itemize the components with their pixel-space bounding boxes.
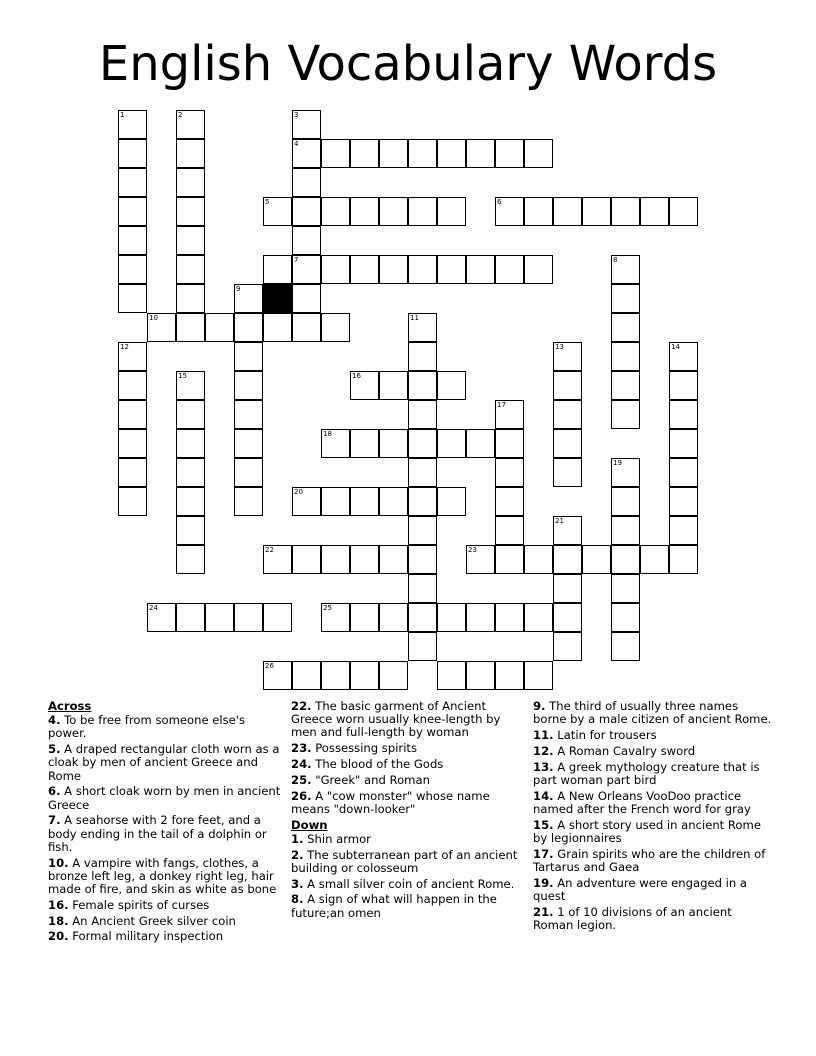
clue-number: 22. <box>291 699 312 713</box>
clue-number: 6. <box>48 784 61 799</box>
crossword-cell[interactable] <box>408 255 437 284</box>
clue-number-label: 5 <box>265 198 270 206</box>
crossword-cell[interactable] <box>118 400 147 429</box>
clue-number: 9. <box>533 699 546 713</box>
clue-text: A vampire with fangs, clothes, a bronze left leg, a donkey right leg, hair made of fire, and skin as white as bone <box>48 855 277 897</box>
crossword-cell[interactable] <box>263 197 292 226</box>
clue-text: Formal military inspection <box>68 929 224 944</box>
crossword-cell[interactable] <box>234 603 263 632</box>
clue-number: 4. <box>48 713 61 728</box>
clue-item <box>291 833 525 846</box>
crossword-cell[interactable] <box>118 458 147 487</box>
clue-number: 25. <box>291 772 312 787</box>
crossword-cell[interactable] <box>292 226 321 255</box>
crossword-cell[interactable] <box>350 197 379 226</box>
crossword-cell[interactable] <box>553 429 582 458</box>
crossword-cell[interactable] <box>408 487 437 516</box>
crossword-cell[interactable] <box>176 429 205 458</box>
crossword-cell[interactable] <box>582 197 611 226</box>
crossword-cell[interactable] <box>379 255 408 284</box>
crossword-cell[interactable] <box>379 545 408 574</box>
clue-text: 1 of 10 divisions of an ancient Roman legion. <box>533 904 732 932</box>
crossword-cell[interactable] <box>379 487 408 516</box>
crossword-cell[interactable] <box>466 661 495 690</box>
crossword-cell[interactable] <box>118 342 147 371</box>
clue-item <box>48 785 282 811</box>
crossword-cell[interactable] <box>176 603 205 632</box>
clue-text: The third of usually three names borne by a male citizen of ancient Rome. <box>533 699 772 727</box>
clue-item <box>291 893 525 919</box>
crossword-cell[interactable] <box>495 516 524 545</box>
crossword-cell[interactable] <box>553 545 582 574</box>
clue-item <box>48 930 282 943</box>
crossword-cell[interactable] <box>437 371 466 400</box>
crossword-cell[interactable] <box>553 574 582 603</box>
crossword-cell[interactable] <box>524 545 553 574</box>
crossword-cell[interactable] <box>408 400 437 429</box>
crossword-cell[interactable] <box>466 255 495 284</box>
crossword-cell[interactable] <box>524 197 553 226</box>
crossword-cell[interactable] <box>669 516 698 545</box>
clue-item <box>533 790 773 816</box>
crossword-cell[interactable] <box>118 168 147 197</box>
clue-number-label: 21 <box>555 517 564 525</box>
crossword-cell[interactable] <box>379 429 408 458</box>
crossword-cell[interactable] <box>379 371 408 400</box>
crossword-cell[interactable] <box>553 197 582 226</box>
clue-number: 23. <box>291 741 312 756</box>
crossword-cell[interactable] <box>350 661 379 690</box>
crossword-cell[interactable] <box>669 545 698 574</box>
clue-number: 2. <box>291 847 304 862</box>
clue-number-label: 12 <box>120 343 129 351</box>
crossword-cell[interactable] <box>437 661 466 690</box>
crossword-cell[interactable] <box>611 458 640 487</box>
crossword-cell[interactable] <box>292 255 321 284</box>
crossword-cell[interactable] <box>234 371 263 400</box>
crossword-cell[interactable] <box>321 661 350 690</box>
crossword-cell[interactable] <box>408 632 437 661</box>
clue-text: Latin for trousers <box>553 728 657 742</box>
crossword-cell[interactable] <box>292 545 321 574</box>
crossword-cell[interactable] <box>321 429 350 458</box>
crossword-cell[interactable] <box>292 661 321 690</box>
crossword-cell[interactable] <box>553 342 582 371</box>
crossword-cell[interactable] <box>408 342 437 371</box>
clue-item <box>48 743 282 783</box>
clue-text: The blood of the Gods <box>311 757 444 771</box>
crossword-cell[interactable] <box>350 603 379 632</box>
crossword-cell[interactable] <box>524 255 553 284</box>
crossword-cell[interactable] <box>118 284 147 313</box>
clue-number: 13. <box>533 759 554 774</box>
crossword-cell[interactable] <box>611 545 640 574</box>
clue-number-label: 1 <box>120 111 125 119</box>
crossword-cell[interactable] <box>321 603 350 632</box>
crossword-cell[interactable] <box>408 458 437 487</box>
clue-text: A short story used in ancient Rome by legionnaires <box>533 817 761 845</box>
crossword-cell[interactable] <box>437 255 466 284</box>
clue-text: An Ancient Greek silver coin <box>68 913 236 928</box>
crossword-cell[interactable] <box>553 603 582 632</box>
clue-text: The basic garment of Ancient Greece worn usually knee-length by men and full-length by woman <box>291 699 501 740</box>
clue-text: A short cloak worn by men in ancient Greece <box>48 784 281 812</box>
clue-number-label: 25 <box>323 604 332 612</box>
crossword-cell[interactable] <box>118 139 147 168</box>
clue-number-label: 24 <box>149 604 158 612</box>
crossword-cell[interactable] <box>176 226 205 255</box>
crossword-cell[interactable] <box>118 226 147 255</box>
crossword-cell[interactable] <box>234 487 263 516</box>
crossword-cell[interactable] <box>176 545 205 574</box>
clue-number-label: 18 <box>323 430 332 438</box>
clue-item <box>48 714 282 740</box>
crossword-cell[interactable] <box>640 197 669 226</box>
crossword-cell[interactable] <box>408 371 437 400</box>
clue-number-label: 20 <box>294 488 303 496</box>
crossword-cell[interactable] <box>379 139 408 168</box>
crossword-cell[interactable] <box>408 313 437 342</box>
clue-text: "Greek" and Roman <box>311 772 430 787</box>
clue-number: 20. <box>48 929 69 944</box>
crossword-cell[interactable] <box>176 400 205 429</box>
crossword-cell[interactable] <box>176 139 205 168</box>
crossword-cell[interactable] <box>408 139 437 168</box>
clues-column-1 <box>48 700 282 946</box>
crossword-cell[interactable] <box>118 487 147 516</box>
clue-number: 18. <box>48 913 69 928</box>
crossword-cell[interactable] <box>176 284 205 313</box>
crossword-cell[interactable] <box>408 516 437 545</box>
clue-number-label: 23 <box>468 546 477 554</box>
clue-item <box>291 878 525 891</box>
clue-text: A New Orleans VooDoo practice named after the French word for gray <box>533 788 751 816</box>
crossword-cell[interactable] <box>611 516 640 545</box>
crossword-cell[interactable] <box>611 342 640 371</box>
crossword-cell[interactable] <box>118 371 147 400</box>
crossword-cell[interactable] <box>263 255 292 284</box>
clue-item <box>533 745 773 758</box>
clue-text: Female spirits of curses <box>68 897 210 912</box>
crossword-cell[interactable] <box>437 603 466 632</box>
crossword-cell[interactable] <box>263 545 292 574</box>
clue-number-label: 16 <box>352 372 361 380</box>
clue-number-label: 3 <box>294 111 299 119</box>
clue-number-label: 4 <box>294 140 299 148</box>
crossword-cell[interactable] <box>408 545 437 574</box>
crossword-cell[interactable] <box>611 313 640 342</box>
crossword-cell[interactable] <box>553 458 582 487</box>
clue-number-label: 17 <box>497 401 506 409</box>
crossword-cell[interactable] <box>611 255 640 284</box>
clue-text: A Roman Cavalry sword <box>553 743 696 758</box>
crossword-cell[interactable] <box>321 313 350 342</box>
crossword-cell[interactable] <box>234 342 263 371</box>
crossword-cell[interactable] <box>553 516 582 545</box>
clue-text: A seahorse with 2 fore feet, and a body ending in the tail of a dolphin or fish. <box>48 813 267 854</box>
crossword-cell[interactable] <box>176 458 205 487</box>
crossword-cell[interactable] <box>292 197 321 226</box>
crossword-cell[interactable] <box>292 313 321 342</box>
clue-item <box>291 849 525 875</box>
clue-item <box>533 906 773 932</box>
clue-number: 15. <box>533 817 554 832</box>
crossword-cell[interactable] <box>234 458 263 487</box>
clue-item <box>48 814 282 854</box>
crossword-cell[interactable] <box>466 429 495 458</box>
crossword-cell[interactable] <box>147 313 176 342</box>
crossword-cell[interactable] <box>611 400 640 429</box>
crossword-cell[interactable] <box>495 429 524 458</box>
crossword-cell[interactable] <box>669 458 698 487</box>
across-heading: Across <box>48 699 92 713</box>
crossword-cell[interactable] <box>495 400 524 429</box>
clue-item <box>533 819 773 845</box>
crossword-cell[interactable] <box>495 545 524 574</box>
crossword-cell[interactable] <box>495 661 524 690</box>
clue-item <box>291 758 525 771</box>
clue-text: The subterranean part of an ancient building or colosseum <box>291 847 518 875</box>
crossword-cell[interactable] <box>611 284 640 313</box>
clue-text: Possessing spirits <box>311 741 418 756</box>
crossword-cell[interactable] <box>553 632 582 661</box>
clue-item <box>291 700 525 740</box>
crossword-cell[interactable] <box>437 197 466 226</box>
crossword-cell[interactable] <box>234 400 263 429</box>
crossword-cell[interactable] <box>524 139 553 168</box>
clue-item <box>48 915 282 928</box>
crossword-cell[interactable] <box>640 545 669 574</box>
crossword-cell[interactable] <box>495 197 524 226</box>
clue-number: 1. <box>291 831 304 846</box>
clue-text: A small silver coin of ancient Rome. <box>303 876 515 891</box>
crossword-cell[interactable] <box>350 139 379 168</box>
clue-number: 10. <box>48 855 69 870</box>
crossword-cell[interactable] <box>176 255 205 284</box>
clue-number-label: 22 <box>265 546 274 554</box>
crossword-cell[interactable] <box>292 284 321 313</box>
crossword-cell[interactable] <box>263 603 292 632</box>
crossword-cell[interactable] <box>437 487 466 516</box>
crossword-cell[interactable] <box>379 197 408 226</box>
crossword-cell[interactable] <box>321 197 350 226</box>
crossword-cell[interactable] <box>669 197 698 226</box>
crossword-cell[interactable] <box>669 371 698 400</box>
down-heading: Down <box>291 817 328 832</box>
crossword-cell[interactable] <box>350 487 379 516</box>
crossword-cell[interactable] <box>611 371 640 400</box>
page-title: English Vocabulary Words <box>98 36 718 92</box>
clue-number-label: 2 <box>178 111 183 119</box>
crossword-cell[interactable] <box>495 603 524 632</box>
crossword-cell[interactable] <box>176 313 205 342</box>
crossword-cell[interactable] <box>263 661 292 690</box>
clue-item <box>533 848 773 874</box>
clue-number-label: 10 <box>149 314 158 322</box>
crossword-cell[interactable] <box>234 313 263 342</box>
clue-number-label: 9 <box>236 285 241 293</box>
crossword-cell[interactable] <box>118 255 147 284</box>
clue-number-label: 8 <box>613 256 618 264</box>
clue-number: 19. <box>533 875 554 890</box>
clue-item <box>48 857 282 897</box>
clue-item <box>533 700 773 726</box>
clue-item <box>533 729 773 742</box>
crossword-cell[interactable] <box>263 313 292 342</box>
crossword-cell[interactable] <box>495 487 524 516</box>
crossword-cell[interactable] <box>669 400 698 429</box>
crossword-cell[interactable] <box>611 487 640 516</box>
crossword-cell[interactable] <box>234 429 263 458</box>
clue-text: To be free from someone else's power. <box>48 713 246 741</box>
crossword-cell[interactable] <box>611 632 640 661</box>
clue-number: 3. <box>291 876 304 891</box>
crossword-cell[interactable] <box>437 429 466 458</box>
clue-number: 5. <box>48 742 61 757</box>
crossword-cell[interactable] <box>495 255 524 284</box>
crossword-cell[interactable] <box>553 371 582 400</box>
clue-number: 11. <box>533 728 554 742</box>
crossword-cell[interactable] <box>669 342 698 371</box>
crossword-black-cell <box>263 284 292 313</box>
crossword-cell[interactable] <box>408 603 437 632</box>
crossword-cell[interactable] <box>350 255 379 284</box>
crossword-cell[interactable] <box>611 197 640 226</box>
clue-text: A sign of what will happen in the future;an omen <box>291 892 497 920</box>
clue-item <box>533 877 773 903</box>
clue-item <box>291 774 525 787</box>
crossword-cell[interactable] <box>147 603 176 632</box>
clue-item <box>291 742 525 755</box>
clue-text: Shin armor <box>303 831 371 846</box>
crossword-cell[interactable] <box>118 429 147 458</box>
crossword-cell[interactable] <box>321 139 350 168</box>
crossword-cell[interactable] <box>176 197 205 226</box>
crossword-cell[interactable] <box>176 487 205 516</box>
crossword-cell[interactable] <box>292 139 321 168</box>
crossword-cell[interactable] <box>176 110 205 139</box>
clue-item <box>291 790 525 816</box>
crossword-cell[interactable] <box>350 429 379 458</box>
crossword-cell[interactable] <box>466 139 495 168</box>
crossword-cell[interactable] <box>611 603 640 632</box>
crossword-cell[interactable] <box>350 545 379 574</box>
clue-text: A draped rectangular cloth worn as a cloak by men of ancient Greece and Rome <box>48 742 280 783</box>
clue-item <box>48 899 282 912</box>
crossword-cell[interactable] <box>466 545 495 574</box>
clue-number-label: 11 <box>410 314 419 322</box>
crossword-cell[interactable] <box>524 603 553 632</box>
crossword-cell[interactable] <box>292 110 321 139</box>
clue-text: Grain spirits who are the children of Tartarus and Gaea <box>533 846 766 874</box>
crossword-cell[interactable] <box>176 516 205 545</box>
clues-column-3 <box>533 700 773 935</box>
clue-number: 17. <box>533 846 554 861</box>
crossword-cell[interactable] <box>234 284 263 313</box>
crossword-cell[interactable] <box>669 487 698 516</box>
crossword-cell[interactable] <box>611 574 640 603</box>
crossword-cell[interactable] <box>669 429 698 458</box>
clue-number-label: 15 <box>178 372 187 380</box>
crossword-cell[interactable] <box>292 168 321 197</box>
crossword-cell[interactable] <box>205 603 234 632</box>
crossword-cell[interactable] <box>176 168 205 197</box>
clue-number: 24. <box>291 757 312 771</box>
clue-number: 26. <box>291 788 312 803</box>
clue-number: 16. <box>48 897 69 912</box>
crossword-cell[interactable] <box>524 661 553 690</box>
crossword-cell[interactable] <box>379 603 408 632</box>
crossword-cell[interactable] <box>292 487 321 516</box>
crossword-cell[interactable] <box>176 371 205 400</box>
crossword-cell[interactable] <box>466 603 495 632</box>
crossword-cell[interactable] <box>350 371 379 400</box>
crossword-cell[interactable] <box>408 574 437 603</box>
clue-number-label: 14 <box>671 343 680 351</box>
clue-text: A "cow monster" whose name means "down-looker" <box>291 788 490 816</box>
clue-number: 12. <box>533 743 554 758</box>
clue-item <box>533 761 773 787</box>
crossword-cell[interactable] <box>408 429 437 458</box>
crossword-cell[interactable] <box>437 139 466 168</box>
crossword-cell[interactable] <box>118 110 147 139</box>
clue-number-label: 7 <box>294 256 299 264</box>
crossword-cell[interactable] <box>553 400 582 429</box>
crossword-cell[interactable] <box>321 545 350 574</box>
clues-column-2 <box>291 700 525 922</box>
clue-number: 8. <box>291 892 304 907</box>
crossword-cell[interactable] <box>495 458 524 487</box>
crossword-cell[interactable] <box>321 487 350 516</box>
clue-number: 14. <box>533 788 554 803</box>
clue-text: An adventure were engaged in a quest <box>533 875 748 903</box>
crossword-cell[interactable] <box>379 661 408 690</box>
crossword-cell[interactable] <box>321 255 350 284</box>
clue-number-label: 6 <box>497 198 502 206</box>
clue-number: 21. <box>533 904 554 919</box>
crossword-cell[interactable] <box>408 197 437 226</box>
clue-text: A greek mythology creature that is part woman part bird <box>533 759 760 787</box>
clue-number-label: 19 <box>613 459 622 467</box>
crossword-cell[interactable] <box>582 545 611 574</box>
crossword-cell[interactable] <box>118 197 147 226</box>
clue-number-label: 26 <box>265 662 274 670</box>
clue-number: 7. <box>48 813 61 828</box>
clue-number-label: 13 <box>555 343 564 351</box>
crossword-cell[interactable] <box>495 139 524 168</box>
crossword-cell[interactable] <box>205 313 234 342</box>
